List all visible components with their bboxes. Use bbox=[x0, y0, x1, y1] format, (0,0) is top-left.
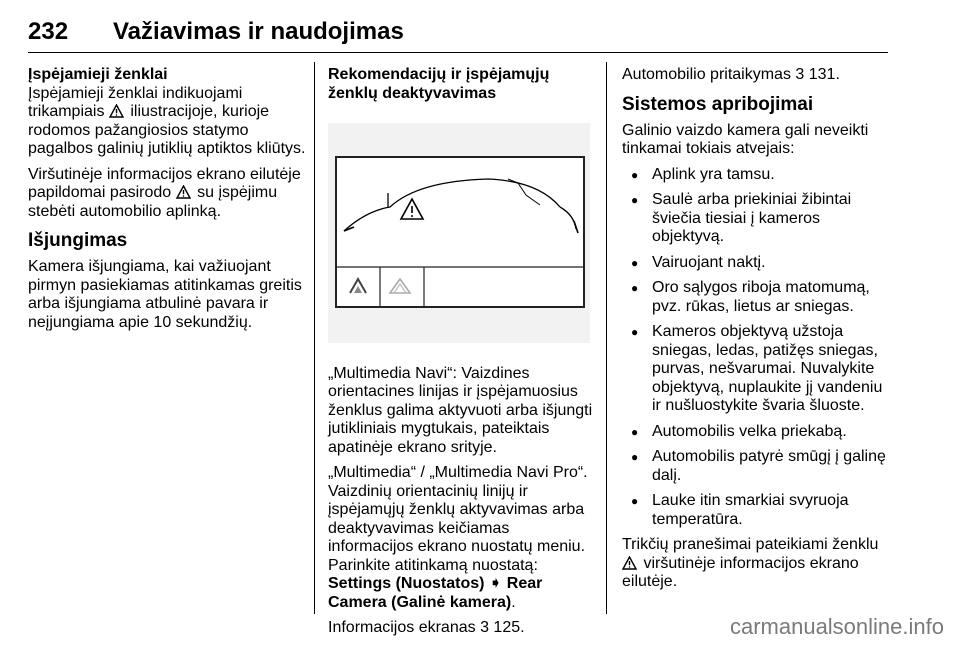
warning-triangle-icon bbox=[176, 185, 191, 199]
paragraph-multimedia-navi: „Multimedia Navi“: Vaizdines orientacines linijas ir įspėjamuosius ženklus galima aktyvuoti arba išjungti jutikliniais mygtukais, pateiktais apatinėje ekrano srityje. bbox=[328, 364, 593, 456]
section-heading-deactivation: Rekomendacijų ir įspėjamųjų ženklų deaktyvavimas bbox=[328, 66, 550, 102]
menu-arrow-icon: ➧ bbox=[488, 575, 503, 592]
paragraph-fault-messages: Trikčių pranešimai pateikiami ženklu viršutinėje informacijos ekrano eilutėje. bbox=[622, 536, 879, 590]
paragraph-multimedia-navi-pro: „Multimedia“ / „Multimedia Navi Pro“. Vaizdinių orientacinių linijų ir įspėjamųjų ženklų aktyvavimas arba deaktyvavimas keičiamas informacijos ekrano nuostatų meniu. Parinkite atitinkamą nuostatą: Settings (Nuostatos) ➧ Rear Camera (Galinė kamera). bbox=[328, 464, 588, 611]
page-title: Važiavimas ir naudojimas bbox=[113, 18, 404, 45]
section-heading-switch-off: Išjungimas bbox=[28, 230, 128, 251]
column-divider-2 bbox=[606, 62, 607, 614]
list-item: ● Automobilis patyrė smūgį į galinę dalį. bbox=[622, 448, 894, 485]
warning-triangle-icon bbox=[109, 104, 124, 118]
page-reference: 3 131. bbox=[795, 66, 840, 83]
paragraph-warning-triangles: Įspėjamieji ženklai indikuojami trikampiais iliustracijoje, kurioje rodomos pažangiosios statymo pagalbos galinių jutiklių aptiktos kliūtys. bbox=[28, 84, 306, 157]
page-header bbox=[28, 0, 888, 53]
list-item: ● Vairuojant naktį. bbox=[622, 254, 894, 273]
list-item: ● Saulė arba priekiniai žibintai šviečia tiesiai į kameros objektyvą. bbox=[622, 191, 894, 247]
column-3 bbox=[622, 66, 894, 599]
list-item: ● Kameros objektyvą užstoja sniegas, ledas, patižęs sniegas, purvas, nešvarumai. Nuvalykite objektyvą, nuplaukite jį vandeniu ir nušluostykite švaria šluoste. bbox=[622, 323, 894, 416]
column-2 bbox=[328, 66, 598, 645]
page-number: 232 bbox=[28, 18, 69, 45]
list-item: ● Lauke itin smarkiai svyruoja temperatūra. bbox=[622, 492, 894, 529]
page-reference: 3 125. bbox=[480, 619, 525, 636]
watermark-text: carmanualsonline.info bbox=[729, 614, 944, 639]
warning-triangle-icon bbox=[622, 556, 637, 570]
column-divider-1 bbox=[314, 62, 315, 614]
paragraph-limitations-intro: Galinio vaizdo kamera gali neveikti tinkamai tokiais atvejais: bbox=[622, 121, 869, 157]
paragraph-info-display-ref: Informacijos ekranas 3 125. bbox=[328, 619, 525, 636]
section-heading-warning-signs: Įspėjamieji ženklai bbox=[28, 66, 168, 83]
section-heading-system-limitations: Sistemos apribojimai bbox=[622, 93, 814, 115]
list-item: ● Aplink yra tamsu. bbox=[622, 166, 894, 185]
column-1 bbox=[28, 66, 306, 339]
rear-camera-display-illustration bbox=[328, 123, 590, 343]
paragraph-vehicle-personalisation-ref: Automobilio pritaikymas 3 131. bbox=[622, 66, 840, 83]
limitations-list bbox=[622, 166, 894, 530]
paragraph-switch-off: Kamera išjungiama, kai važiuojant pirmyn pasiekiamas atitinkamas greitis arba išjungiama atbulinė pavara ir neįjungiama apie 10 sekundžių. bbox=[28, 258, 302, 331]
list-item: ● Oro sąlygos riboja matomumą, pvz. rūkas, lietus ar sniegas. bbox=[622, 279, 894, 316]
paragraph-top-line-warning: Viršutinėje informacijos ekrano eilutėje papildomai pasirodo su įspėjimu stebėti automobilio aplinką. bbox=[28, 165, 301, 220]
list-item: ● Automobilis velka priekabą. bbox=[622, 423, 894, 442]
